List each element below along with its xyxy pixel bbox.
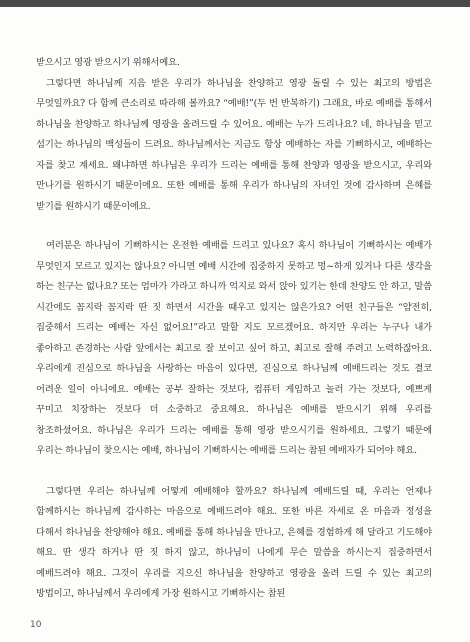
paragraph-spacer xyxy=(36,462,432,482)
paragraph-2: 그렇다면 하나님께 지음 받은 우리가 하나님을 찬양하고 영광 돌릴 수 있는 최고의 방법은 무엇일까요? 다 함께 큰소리로 따라해 볼까요? “예배!”(두 번 반복하기) 그래요, 바로 예배를 통해서 하나님을 찬양하고 하나님께 영광을 올려드릴 수 있어요. 예배는 누가 드리나요? 네, 하나님을 믿고 섬기는 하나님의 백성들이 드려요. 하나님께서는 지금도 항상 예배하는 자를 기뻐하시고, 예배하는 자를 찾고 계세요. 왜냐하면 하나님은 우리가 드리는 예배를 통해 찬양과 영광을 받으시고, 우리와 만나기를 원하시기 때문이에요. 또한 예배를 통해 우리가 하나님의 자녀인 것에 감사하며 은혜를 받기를 원하시기 때문이에요. xyxy=(36,77,432,212)
top-edge-bar xyxy=(0,0,470,7)
paragraph-spacer xyxy=(36,217,432,236)
paragraph-3: 여러분은 하나님이 기뻐하시는 온전한 예배를 드리고 있나요? 혹시 하나님이 기뻐하시는 예배가 무엇인지 모르고 있지는 않나요? 아니면 예배 시간에 집중하지 못하고 멍~하게 있거나 다른 생각을 하는 친구는 없나요? 또는 엄마가 가라고 하니까 억지로 와서 앉아 있기는 한데 찬양도 안 하고, 말씀 시간에도 꼼지락 꼼지락 딴 짓 하면서 시간을 때우고 있지는 않은가요? 어떤 친구들은 “얌전히, 집중해서 드리는 예배는 자신 없어요!”라고 말할 지도 모르겠어요. 하지만 우리는 누구나 내가 좋아하고 존경하는 사람 앞에서는 최고로 잘 보이고 싶어 하고, 최고로 잘해 주려고 노력하잖아요. 우리에게 진심으로 하나님을 사랑하는 마음이 있다면, 진심으로 하나님께 예배드리는 것도 결코 어려운 일이 아니에요. 예배는 공부 잘하는 것보다, 컴퓨터 게임하고 놀러 가는 것보다, 예쁘게 꾸미고 치장하는 것보다 더 소중하고 중요해요. 하나님은 예배를 받으시기 위해 우리를 창조하셨어요. 하나님은 우리가 드리는 예배를 통해 영광 받으시기를 원하세요. 그렇기 때문에 우리는 하나님이 찾으시는 예배, 하나님이 기뻐하시는 예배를 드리는 참된 예배자가 되어야 해요. xyxy=(36,240,432,456)
page-body xyxy=(36,53,432,605)
paragraph-4: 그렇다면 우리는 하나님께 어떻게 예배해야 할까요? 하나님께 예배드릴 때, 우리는 언제나 함께하시는 하나님께 감사하는 마음으로 예배드려야 해요. 또한 바른 자세로 온 마음과 정성을 다해서 하나님을 찬양해야 해요. 예배를 통해 하나님을 만나고, 은혜를 경험하게 해 달라고 기도해야 해요. 딴 생각 하거나 딴 짓 하지 않고, 하나님이 나에게 무슨 말씀을 하시는지 집중하면서 예배드려야 해요. 그것이 우리를 지으신 하나님을 찬양하고 영광을 올려 드릴 수 있는 최고의 방법이고, 하나님께서 우리에게 가장 원하시고 기뻐하시는 참된 xyxy=(36,485,432,599)
page-number: 10 xyxy=(30,620,42,630)
paragraph-1: 받으시고 영광 받으시기 위해서예요. xyxy=(36,57,180,68)
